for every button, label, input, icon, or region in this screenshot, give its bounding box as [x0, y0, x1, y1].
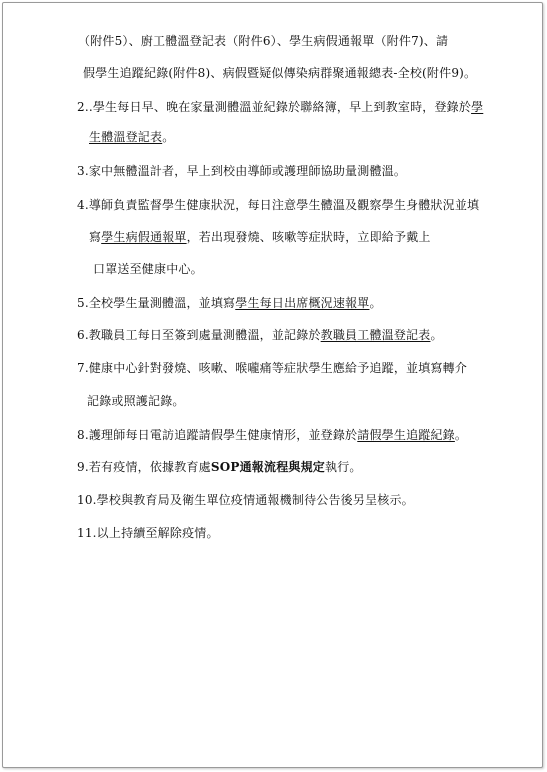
text-line	[93, 261, 203, 277]
text-run: 11.以上持續至解除疫情。	[77, 526, 219, 540]
text-run: 7.健康中心針對發燒、咳嗽、喉嚨痛等症狀學生應給予追蹤，並填寫轉介	[77, 361, 468, 375]
underlined-form-name: 教職員工體溫登記表	[320, 328, 431, 342]
text-line	[77, 197, 479, 213]
underlined-form-name: 生體溫登記表	[89, 130, 163, 144]
text-line	[77, 163, 406, 179]
text-line	[83, 65, 476, 81]
underlined-form-name: 學生每日出席概況速報單	[235, 296, 370, 310]
text-run: 。	[454, 428, 468, 442]
text-line	[77, 525, 219, 541]
text-run: 。	[369, 296, 382, 310]
text-run: 執行。	[325, 460, 362, 474]
text-line	[77, 360, 467, 376]
underlined-form-name: 學	[471, 100, 484, 114]
text-line	[77, 427, 467, 443]
underlined-form-name: 學生病假通報單	[101, 230, 187, 244]
text-line	[77, 99, 483, 115]
text-run: 記錄或照護記錄。	[87, 394, 185, 408]
text-line	[89, 229, 431, 245]
text-run: 。	[430, 328, 443, 342]
text-run: 5.全校學生量測體溫，並填寫	[77, 296, 236, 310]
text-run: ，若出現發燒、咳嗽等症狀時，立即給予戴上	[186, 230, 431, 244]
text-run: 9.若有疫情，依據教育處	[77, 460, 211, 474]
text-line	[77, 295, 382, 311]
text-line	[77, 327, 443, 343]
text-run: （附件5）、廚工體溫登記表（附件6）、學生病假通報單（附件7)、請	[78, 34, 449, 48]
text-run: 8.護理師每日電訪追蹤請假學生健康情形，並登錄於	[77, 428, 358, 442]
text-line	[77, 459, 362, 475]
text-run: 寫	[89, 230, 102, 244]
text-run: 3.家中無體溫計者，早上到校由導師或護理師協助量測體溫。	[77, 164, 407, 178]
text-run: 6.教職員工每日至簽到處量測體溫，並記錄於	[77, 328, 321, 342]
text-line	[87, 393, 185, 409]
text-run: 4.導師負責監督學生健康狀況，每日注意學生體溫及觀察學生身體狀況並填	[77, 198, 480, 212]
text-run: 。	[162, 130, 175, 144]
text-run: 假學生追蹤紀錄(附件8)、病假暨疑似傳染病群聚通報總表-全校(附件9)。	[83, 66, 477, 80]
text-line	[89, 129, 174, 145]
text-run: 口罩送至健康中心。	[93, 262, 203, 276]
document-page	[2, 2, 543, 768]
text-run: 2..學生每日早、晚在家量測體溫並紀錄於聯絡簿，早上到教室時，登錄於	[77, 100, 472, 114]
text-run: 10.學校與教育局及衛生單位疫情通報機制待公告後另呈核示。	[77, 493, 414, 507]
bold-phrase: SOP通報流程與規定	[210, 460, 326, 474]
underlined-form-name: 請假學生追蹤紀錄	[357, 428, 455, 442]
text-line	[77, 492, 414, 508]
text-line	[78, 33, 448, 49]
